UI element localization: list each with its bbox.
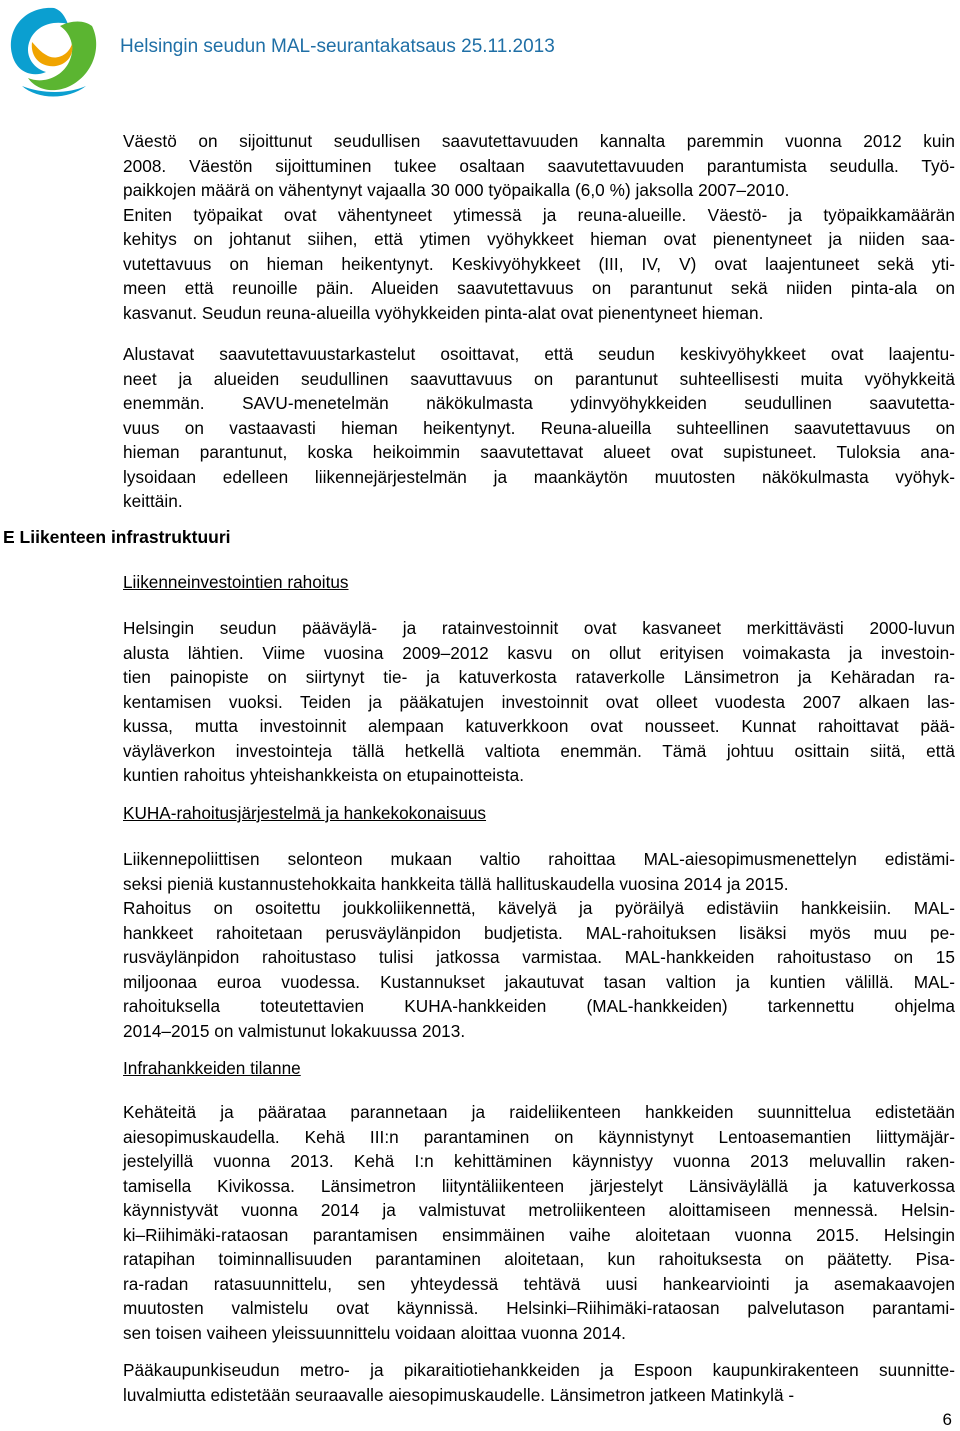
hsy-swirl-logo-icon [2, 2, 106, 102]
subheading-infra-projects: Infrahankkeiden tilanne [123, 1058, 301, 1078]
text-line: Eniten työpaikat ovat vähentyneet ytimessä ja reuna-alueille. Väestö- ja työpaikkamäärän [123, 204, 955, 225]
paragraph-accessibility-review [123, 342, 955, 514]
text-line: ratapihan toiminnallisuuden parantaminen aloitetaan, kun rahoituksesta on päätetty. Pisa- [123, 1249, 955, 1269]
text-line: Kehäteitä ja päärataa parannetaan ja raideliikenteen hankkeiden suunnittelua edistetään [123, 1102, 955, 1122]
paragraph-kuha [123, 847, 955, 1043]
text-line: alusta lähtien. Viime vuosina 2009–2012 kasvu on ollut erityisen voimakasta ja investoin- [123, 642, 955, 663]
text-line: ki–Riihimäki-rataosan parantamisen ensimmäinen vaihe aloitetaan vuonna 2015. Helsingin [123, 1224, 955, 1245]
text-line: neet ja alueiden seudullinen saavuttavuus on parantunut suhteellisesti muita vyöhykkeitä [123, 368, 955, 389]
text-line: 2014–2015 on valmistunut lokakuussa 2013. [123, 1020, 466, 1041]
text-line: kehitys on johtanut siihen, että ytimen vyöhykkeet hieman ovat pienentyneet ja niiden saa- [123, 229, 955, 249]
text-line: paikkojen määrä on vähentynyt vajaalla 30 000 työpaikalla (6,0 %) jaksolla 2007–2010. [123, 180, 790, 200]
text-line: tamisella Kivikossa. Länsimetron liityntäliikenteen järjestelyt Länsiväylällä ja katuverkossa [123, 1175, 955, 1196]
subheading-kuha-funding: KUHA-rahoitusjärjestelmä ja hankekokonaisuus [123, 803, 487, 823]
text-line: kentamisen vuoksi. Teiden ja pääkatujen investoinnit ovat olleet vuodesta 2007 alkaen las- [123, 691, 955, 712]
text-line: väyläverkon investointeja tällä hetkellä valtiota enemmän. Tämä johtuu osittain siitä, että [123, 740, 955, 761]
text-line: Rahoitus on osoitettu joukkoliikennettä, kävelyä ja pyöräilyä edistäviin hankkeisiin. MAL- [123, 898, 955, 918]
text-line: Alustavat saavutettavuustarkastelut osoittavat, että seudun keskivyöhykkeet ovat laajentu- [123, 344, 955, 364]
text-line: miljoonaa euroa vuodessa. Kustannukset jakautuvat tasan valtion ja kuntien välillä. MAL- [123, 971, 955, 992]
text-line: aiesopimuskaudella. Kehä III:n parantaminen on käynnistynyt Lentoasemantien liittymäjär- [123, 1126, 955, 1147]
text-line: seksi pieniä kustannustehokkaita hankkeita tällä hallituskaudella vuosina 2014 ja 2015. [123, 873, 789, 894]
text-line: vuus on vastaavasti hieman heikentynyt. Reuna-alueilla suhteellinen saavutettavuus on [123, 417, 955, 438]
text-line: kussa, mutta investoinnit alempaan katuverkkoon ovat nousseet. Kunnat rahoittavat pää- [123, 716, 955, 736]
text-line: hankkeet rahoitetaan perusväylänpidon budjetista. MAL-rahoituksen lisäksi myös muu pe- [123, 922, 955, 943]
text-line: meen että reunoille päin. Alueiden saavutettavuus on parantunut sekä niiden pinta-ala on [123, 278, 955, 298]
text-line: Helsingin seudun pääväylä- ja ratainvestoinnit ovat kasvaneet merkittävästi 2000-luvun [123, 618, 955, 638]
text-line: jestelyillä vuonna 2013. Kehä I:n kehittäminen käynnistyy vuonna 2013 meluvallin raken- [123, 1151, 955, 1171]
text-line: keittäin. [123, 491, 183, 511]
text-line: lysoidaan edelleen liikennejärjestelmän ja maankäytön muutosten näkökulmasta vyöhyk- [123, 466, 955, 487]
text-line: Väestö on sijoittunut seudullisen saavutettavuuden kannalta paremmin vuonna 2012 kuin [123, 131, 955, 151]
text-line: tien painopiste on siirtynyt tie- ja katuverkosta rataverkolle Länsimetron ja Kehäradan ra- [123, 667, 955, 687]
section-heading: E Liikenteen infrastruktuuri [3, 527, 231, 547]
header-title: Helsingin seudun MAL-seurantakatsaus 25.11.2013 [120, 36, 555, 57]
text-line: käynnistyvät vuonna 2014 ja valmistuvat metroliikenteen aloittamiseen mennessä. Helsin- [123, 1200, 955, 1220]
page-number: 6 [942, 1410, 952, 1429]
text-line: Liikennepoliittisen selonteon mukaan valtio rahoittaa MAL-aiesopimusmenettelyn edistämi- [123, 849, 955, 869]
text-line: rusväylänpidon rahoitustaso tulisi jatkossa varmistaa. MAL-hankkeiden rahoitustaso on 15 [123, 947, 955, 967]
subheading-investment-funding: Liikenneinvestointien rahoitus [123, 572, 349, 592]
text-line: rahoituksella toteutettavien KUHA-hankkeiden (MAL-hankkeiden) tarkennettu ohjelma [123, 996, 955, 1016]
text-line: kasvanut. Seudun reuna-alueilla vyöhykkeiden pinta-alat ovat pienentyneet hieman. [123, 302, 764, 323]
text-line: vutettavuus on hieman heikentynyt. Keskivyöhykkeet (III, IV, V) ovat laajentuneet sekä yti- [123, 253, 955, 274]
text-line: Pääkaupunkiseudun metro- ja pikaraitiotiehankkeiden ja Espoon kaupunkirakenteen suunnitte- [123, 1360, 955, 1380]
text-line: enemmän. SAVU-menetelmän näkökulmasta ydinvyöhykkeiden seudullinen saavutetta- [123, 393, 955, 413]
paragraph-infra-status [123, 1100, 955, 1345]
text-line: kuntien rahoitus yhteishankkeista on etupainotteista. [123, 765, 525, 785]
text-line: hieman parantunut, koska heikoimmin saavutettavat alueet ovat supistuneet. Tuloksia ana- [123, 442, 955, 462]
paragraph-investments [123, 616, 955, 788]
text-line: sen toisen vaiheen yleissuunnittelu voidaan aloittaa vuonna 2014. [123, 1322, 627, 1343]
text-line: 2008. Väestön sijoittuminen tukee osaltaan saavutettavuuden parantumista seudulla. Työ- [123, 155, 955, 176]
paragraph-population-distribution [123, 129, 955, 325]
text-line: luvalmiutta edistetään seuraavalle aiesopimuskaudelle. Länsimetron jatkeen Matinkylä - [123, 1384, 795, 1405]
text-line: muutosten valmistelu ovat käynnissä. Helsinki–Riihimäki-rataosan palvelutason parantami- [123, 1298, 955, 1318]
text-line: ra-radan ratasuunnittelu, sen yhteydessä tehtävä uusi hankearviointi ja asemakaavojen [123, 1273, 955, 1294]
paragraph-metro-tram [123, 1358, 955, 1407]
